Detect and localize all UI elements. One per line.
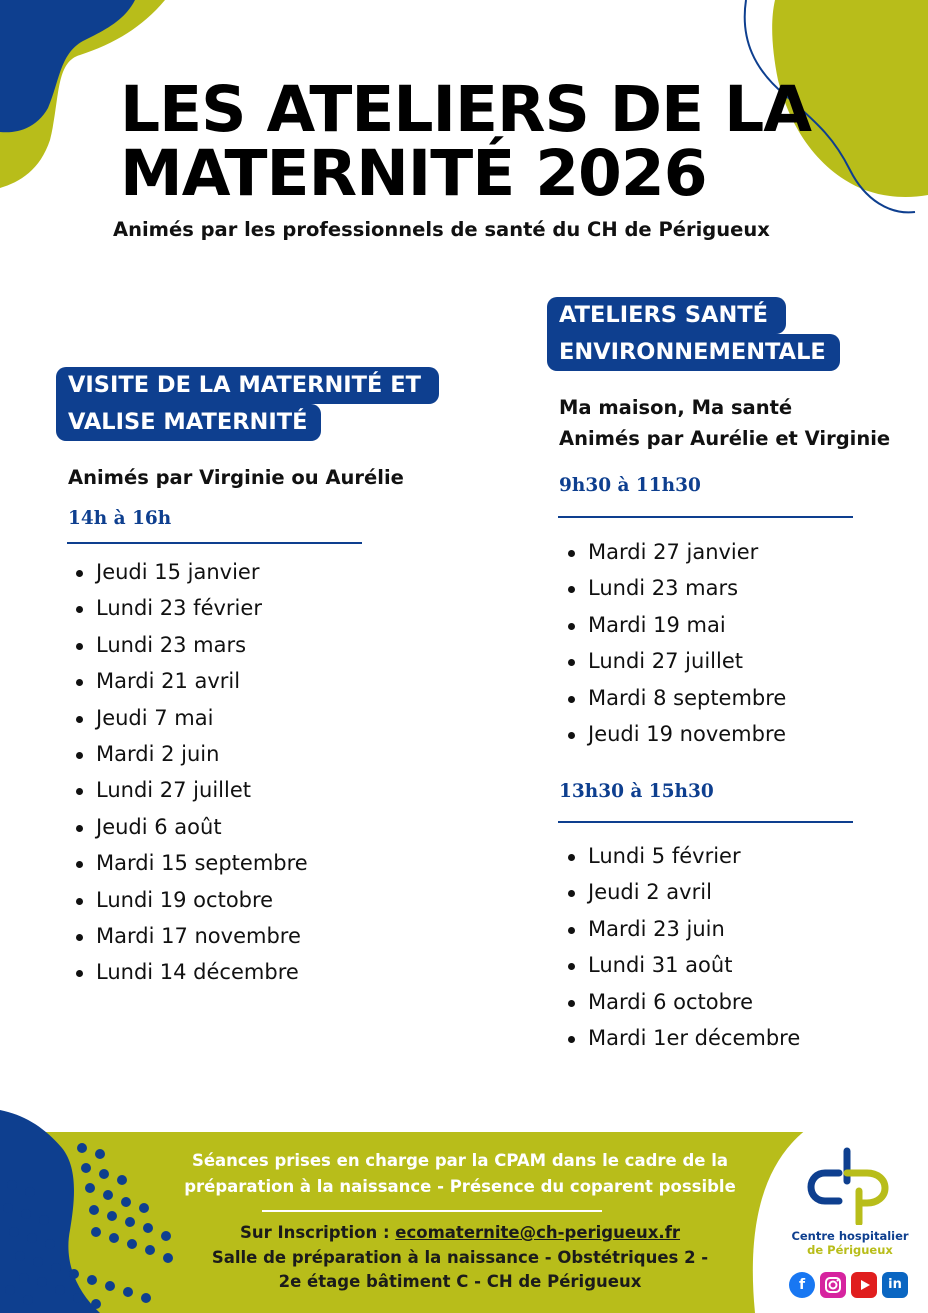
right-leader-line-1: Ma maison, Ma santé: [559, 396, 793, 419]
right-date-list-morning: [558, 534, 786, 752]
right-badge-line-2: ENVIRONNEMENTALE: [547, 334, 840, 371]
left-divider: [67, 542, 362, 544]
footer-cpam-note: [175, 1148, 745, 1200]
left-leader: Animés par Virginie ou Aurélie: [68, 466, 404, 489]
email-link[interactable]: ecomaternite@ch-perigueux.fr: [395, 1223, 681, 1242]
page-subtitle: Animés par les professionnels de santé du CH de Périgueux: [113, 218, 770, 241]
date-list-item: Mardi 17 novembre: [66, 918, 308, 954]
date-list-item: Lundi 14 décembre: [66, 954, 308, 990]
logo-line-2: de Périgueux: [807, 1243, 893, 1257]
date-list-item: Mardi 23 juin: [558, 911, 800, 947]
facebook-icon[interactable]: f: [789, 1272, 815, 1298]
left-time: 14h à 16h: [68, 508, 172, 529]
logo-line-1: Centre hospitalier: [791, 1229, 909, 1243]
date-list-item: Mardi 1er décembre: [558, 1020, 800, 1056]
date-list-item: Mardi 27 janvier: [558, 534, 786, 570]
date-list-item: Jeudi 6 août: [66, 809, 308, 845]
linkedin-icon[interactable]: in: [882, 1272, 908, 1298]
inscription-line: [170, 1221, 750, 1246]
ch-perigueux-logo: [805, 1145, 897, 1225]
date-list-item: Mardi 8 septembre: [558, 680, 786, 716]
date-list-item: Lundi 5 février: [558, 838, 800, 874]
right-divider-afternoon: [558, 821, 853, 823]
page-title: [120, 73, 880, 210]
left-badge-line-2: VALISE MATERNITÉ: [56, 404, 321, 441]
youtube-icon[interactable]: [851, 1272, 877, 1298]
date-list-item: Jeudi 15 janvier: [66, 554, 308, 590]
right-time-morning: 9h30 à 11h30: [559, 475, 701, 496]
instagram-icon[interactable]: [820, 1272, 846, 1298]
date-list-item: Mardi 6 octobre: [558, 984, 800, 1020]
location-line-2: 2e étage bâtiment C - CH de Périgueux: [278, 1272, 642, 1291]
date-list-item: Mardi 2 juin: [66, 736, 308, 772]
left-badge-line-1: VISITE DE LA MATERNITÉ ET: [56, 367, 439, 404]
date-list-item: Lundi 31 août: [558, 947, 800, 983]
date-list-item: Lundi 23 mars: [66, 627, 308, 663]
right-badge-line-1: ATELIERS SANTÉ: [547, 297, 786, 334]
date-list-item: Lundi 23 mars: [558, 570, 786, 606]
date-list-item: Lundi 27 juillet: [66, 772, 308, 808]
left-section-badge: [56, 367, 439, 441]
date-list-item: Lundi 23 février: [66, 590, 308, 626]
footer-inscription: [170, 1221, 750, 1295]
right-leader-line-2: Animés par Aurélie et Virginie: [559, 427, 891, 450]
right-divider-morning: [558, 516, 853, 518]
left-date-list: [66, 554, 308, 991]
title-line-1: LES ATELIERS DE LA: [120, 73, 811, 146]
date-list-item: Mardi 19 mai: [558, 607, 786, 643]
right-leader: [559, 392, 890, 454]
date-list-item: Jeudi 7 mai: [66, 700, 308, 736]
date-list-item: Mardi 21 avril: [66, 663, 308, 699]
date-list-item: Jeudi 19 novembre: [558, 716, 786, 752]
cpam-line-1: Séances prises en charge par la CPAM dans le cadre de la: [191, 1151, 729, 1170]
inscription-prefix: Sur Inscription :: [239, 1223, 396, 1242]
date-list-item: Lundi 27 juillet: [558, 643, 786, 679]
logo-caption: [790, 1229, 910, 1257]
cpam-line-2: préparation à la naissance - Présence du coparent possible: [184, 1177, 736, 1196]
date-list-item: Lundi 19 octobre: [66, 882, 308, 918]
title-line-2: MATERNITÉ 2026: [120, 137, 707, 210]
date-list-item: Mardi 15 septembre: [66, 845, 308, 881]
date-list-item: Jeudi 2 avril: [558, 874, 800, 910]
footer-divider: [262, 1210, 602, 1212]
right-time-afternoon: 13h30 à 15h30: [559, 781, 714, 802]
location-line-1: Salle de préparation à la naissance - Obstétriques 2 -: [211, 1247, 709, 1267]
right-date-list-afternoon: [558, 838, 800, 1056]
right-section-badge: [547, 297, 840, 371]
